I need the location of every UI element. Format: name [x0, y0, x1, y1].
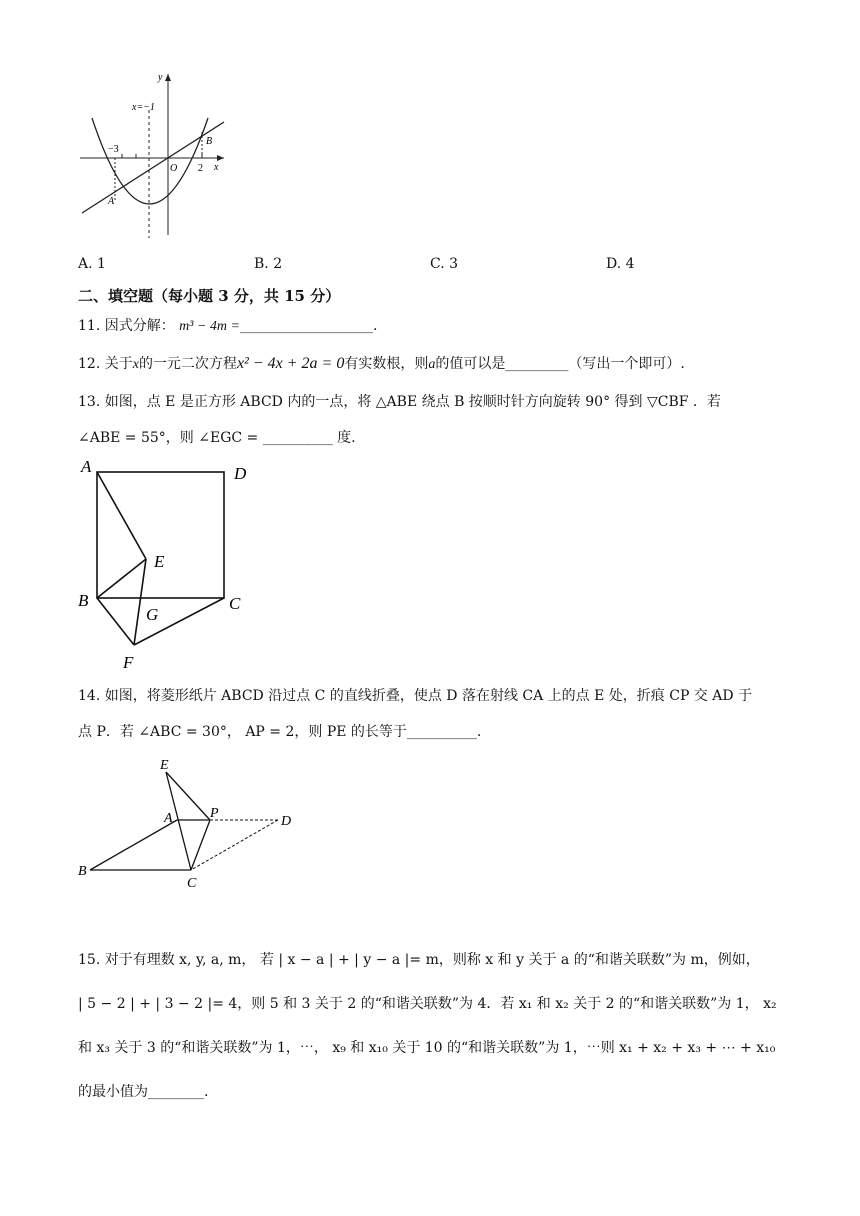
- fig14-label-a: A: [164, 811, 173, 826]
- question-15-line1: 15. 对于有理数 x, y, a, m， 若 | x − a | + | y − a |= m，则称 x 和 y 关于 a 的“和谐关联数”为 m，例如，: [78, 952, 760, 968]
- fig13-label-a: A: [81, 457, 92, 476]
- fig13-label-c: C: [229, 594, 241, 613]
- rhombus-figure: [78, 752, 308, 897]
- section-heading: 二、填空题（每小题 3 分，共 15 分）: [78, 287, 341, 305]
- q12-text-a: 12. 关于: [78, 356, 133, 372]
- q12-text-b: 的一元二次方程: [138, 356, 237, 372]
- q12-text-e: （写出一个即可）.: [568, 356, 685, 372]
- question-15-line3: 和 x₃ 关于 3 的“和谐关联数”为 1，⋯， x₉ 和 x₁₀ 关于 10 的“和谐关联数”为 1，⋯则 x₁ + x₂ + x₃ + ⋯ + x₁₀: [78, 1040, 776, 1056]
- question-12: [78, 354, 685, 375]
- label-x-axis: x: [214, 162, 219, 173]
- fig13-label-g: G: [146, 605, 159, 624]
- question-15-line2: | 5 − 2 | + | 3 − 2 |= 4，则 5 和 3 关于 2 的“和谐关联数”为 4．若 x₁ 和 x₂ 关于 2 的“和谐关联数”为 1， x₂: [78, 996, 777, 1012]
- question-14-line1: 14. 如图，将菱形纸片 ABCD 沿过点 C 的直线折叠，使点 D 落在射线 CA 上的点 E 处，折痕 CP 交 AD 于: [78, 688, 753, 704]
- question-13-line1: 13. 如图，点 E 是正方形 ABCD 内的一点，将 △ABE 绕点 B 按顺时针方向旋转 90° 得到 ▽CBF ．若: [78, 394, 721, 410]
- question-14-line2: 点 P．若 ∠ABC = 30°， AP = 2，则 PE 的长等于__________.: [78, 724, 482, 740]
- square-figure: [78, 455, 278, 675]
- q12-blank: _________: [505, 356, 569, 372]
- label-y-axis: y: [158, 72, 163, 83]
- fig14-label-b: B: [78, 864, 87, 879]
- label-2: 2: [198, 163, 203, 174]
- fig13-label-f: F: [123, 653, 134, 672]
- q11-suffix: .: [372, 318, 378, 334]
- fig13-label-d: D: [234, 464, 247, 483]
- fig14-label-e: E: [160, 758, 169, 773]
- fig14-label-p: P: [210, 806, 219, 821]
- option-c: C. 3: [430, 256, 459, 272]
- fig13-label-b: B: [78, 591, 89, 610]
- q11-expression: m³ − 4m =: [179, 319, 240, 334]
- option-b: B. 2: [254, 256, 283, 272]
- label-point-a: A: [108, 196, 115, 207]
- label-origin: O: [170, 163, 178, 174]
- q12-var-x: x: [132, 357, 139, 372]
- q12-text-c: 有实数根，则: [344, 356, 429, 372]
- fig14-label-d: D: [281, 814, 292, 829]
- q12-text-d: 的值可以是: [435, 356, 506, 372]
- label-x-eq-neg1: x=−1: [132, 102, 155, 113]
- label-point-b: B: [206, 136, 213, 147]
- option-a: A. 1: [78, 256, 106, 272]
- function-graph: [78, 70, 228, 240]
- q11-blank: ___________________: [239, 318, 373, 334]
- q11-prefix: 11. 因式分解：: [78, 318, 175, 334]
- fig13-label-e: E: [154, 552, 165, 571]
- question-13-line2: ∠ABE = 55°，则 ∠EGC = __________ 度.: [78, 430, 356, 446]
- question-15-line4: 的最小值为________.: [78, 1084, 209, 1100]
- question-11: [78, 316, 377, 337]
- q12-var-a: a: [428, 357, 436, 372]
- fig14-label-c: C: [187, 876, 197, 891]
- q12-equation: x² − 4x + 2a = 0: [236, 355, 345, 372]
- label-neg3: −3: [108, 144, 119, 155]
- option-d: D. 4: [606, 256, 635, 272]
